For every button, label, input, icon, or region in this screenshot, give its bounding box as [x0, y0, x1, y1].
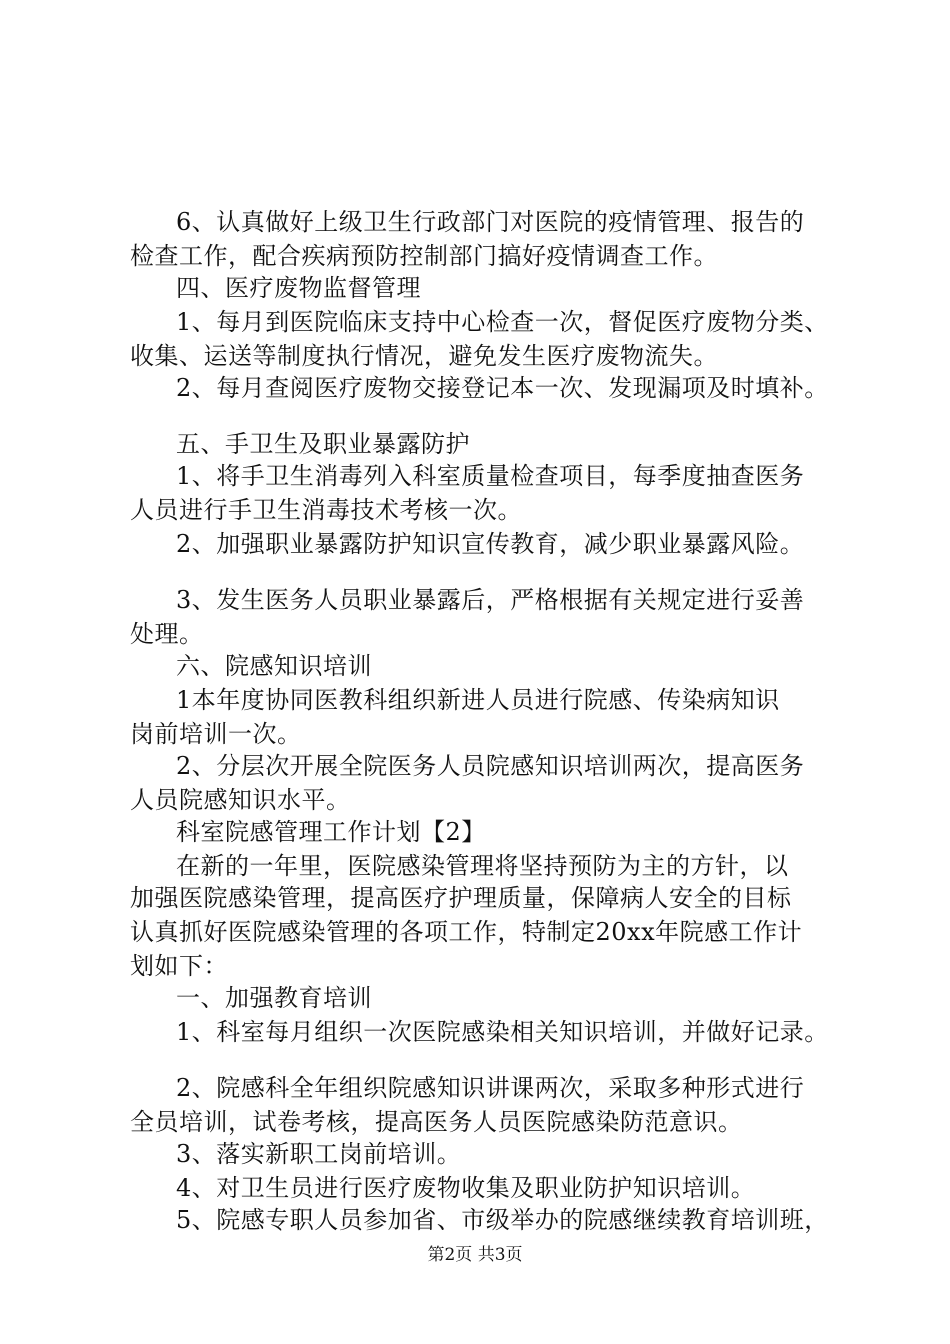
paragraph-line: 检查工作，配合疾病预防控制部门搞好疫情调查工作。 — [130, 242, 718, 270]
page-footer: 第2页 共3页 — [427, 1245, 523, 1265]
section-heading: 四、医疗废物监督管理 — [176, 274, 421, 302]
paragraph-line: 2、分层次开展全院医务人员院感知识培训两次，提高医务 — [176, 752, 805, 780]
paragraph-line: 5、院感专职人员参加省、市级举办的院感继续教育培训班， — [176, 1206, 829, 1234]
paragraph-line: 3、落实新职工岗前培训。 — [176, 1140, 462, 1168]
section-heading: 五、手卫生及职业暴露防护 — [176, 430, 470, 458]
paragraph-line: 2、院感科全年组织院感知识讲课两次，采取多种形式进行 — [176, 1074, 805, 1102]
document-subtitle: 科室院感管理工作计划【2】 — [176, 818, 486, 846]
paragraph-line: 1、每月到医院临床支持中心检查一次，督促医疗废物分类、 — [176, 308, 829, 336]
paragraph-line: 划如下： — [130, 952, 228, 980]
paragraph-line: 2、每月查阅医疗废物交接登记本一次、发现漏项及时填补。 — [176, 374, 829, 402]
paragraph-line: 全员培训，试卷考核，提高医务人员医院感染防范意识。 — [130, 1108, 743, 1136]
paragraph-line: 4、对卫生员进行医疗废物收集及职业防护知识培训。 — [176, 1174, 756, 1202]
paragraph-line: 加强医院感染管理，提高医疗护理质量，保障病人安全的目标 — [130, 884, 792, 912]
paragraph-line: 2、加强职业暴露防护知识宣传教育，减少职业暴露风险。 — [176, 530, 805, 558]
paragraph-line: 1、将手卫生消毒列入科室质量检查项目，每季度抽查医务 — [176, 462, 805, 490]
paragraph-line: 岗前培训一次。 — [130, 720, 302, 748]
section-heading: 六、院感知识培训 — [176, 652, 372, 680]
paragraph-line: 1、科室每月组织一次医院感染相关知识培训，并做好记录。 — [176, 1018, 829, 1046]
paragraph-line: 人员院感知识水平。 — [130, 786, 351, 814]
paragraph-line: 3、发生医务人员职业暴露后，严格根据有关规定进行妥善 — [176, 586, 805, 614]
paragraph-line: 收集、运送等制度执行情况，避免发生医疗废物流失。 — [130, 342, 718, 370]
section-heading: 一、加强教育培训 — [176, 984, 372, 1012]
paragraph-line: 6、认真做好上级卫生行政部门对医院的疫情管理、报告的 — [176, 208, 805, 236]
paragraph-line: 认真抓好医院感染管理的各项工作，特制定20xx年院感工作计 — [130, 918, 803, 946]
paragraph-line: 1本年度协同医教科组织新进人员进行院感、传染病知识 — [176, 686, 780, 714]
paragraph-line: 在新的一年里，医院感染管理将坚持预防为主的方针，以 — [176, 852, 789, 880]
paragraph-line: 人员进行手卫生消毒技术考核一次。 — [130, 496, 522, 524]
paragraph-line: 处理。 — [130, 620, 204, 648]
